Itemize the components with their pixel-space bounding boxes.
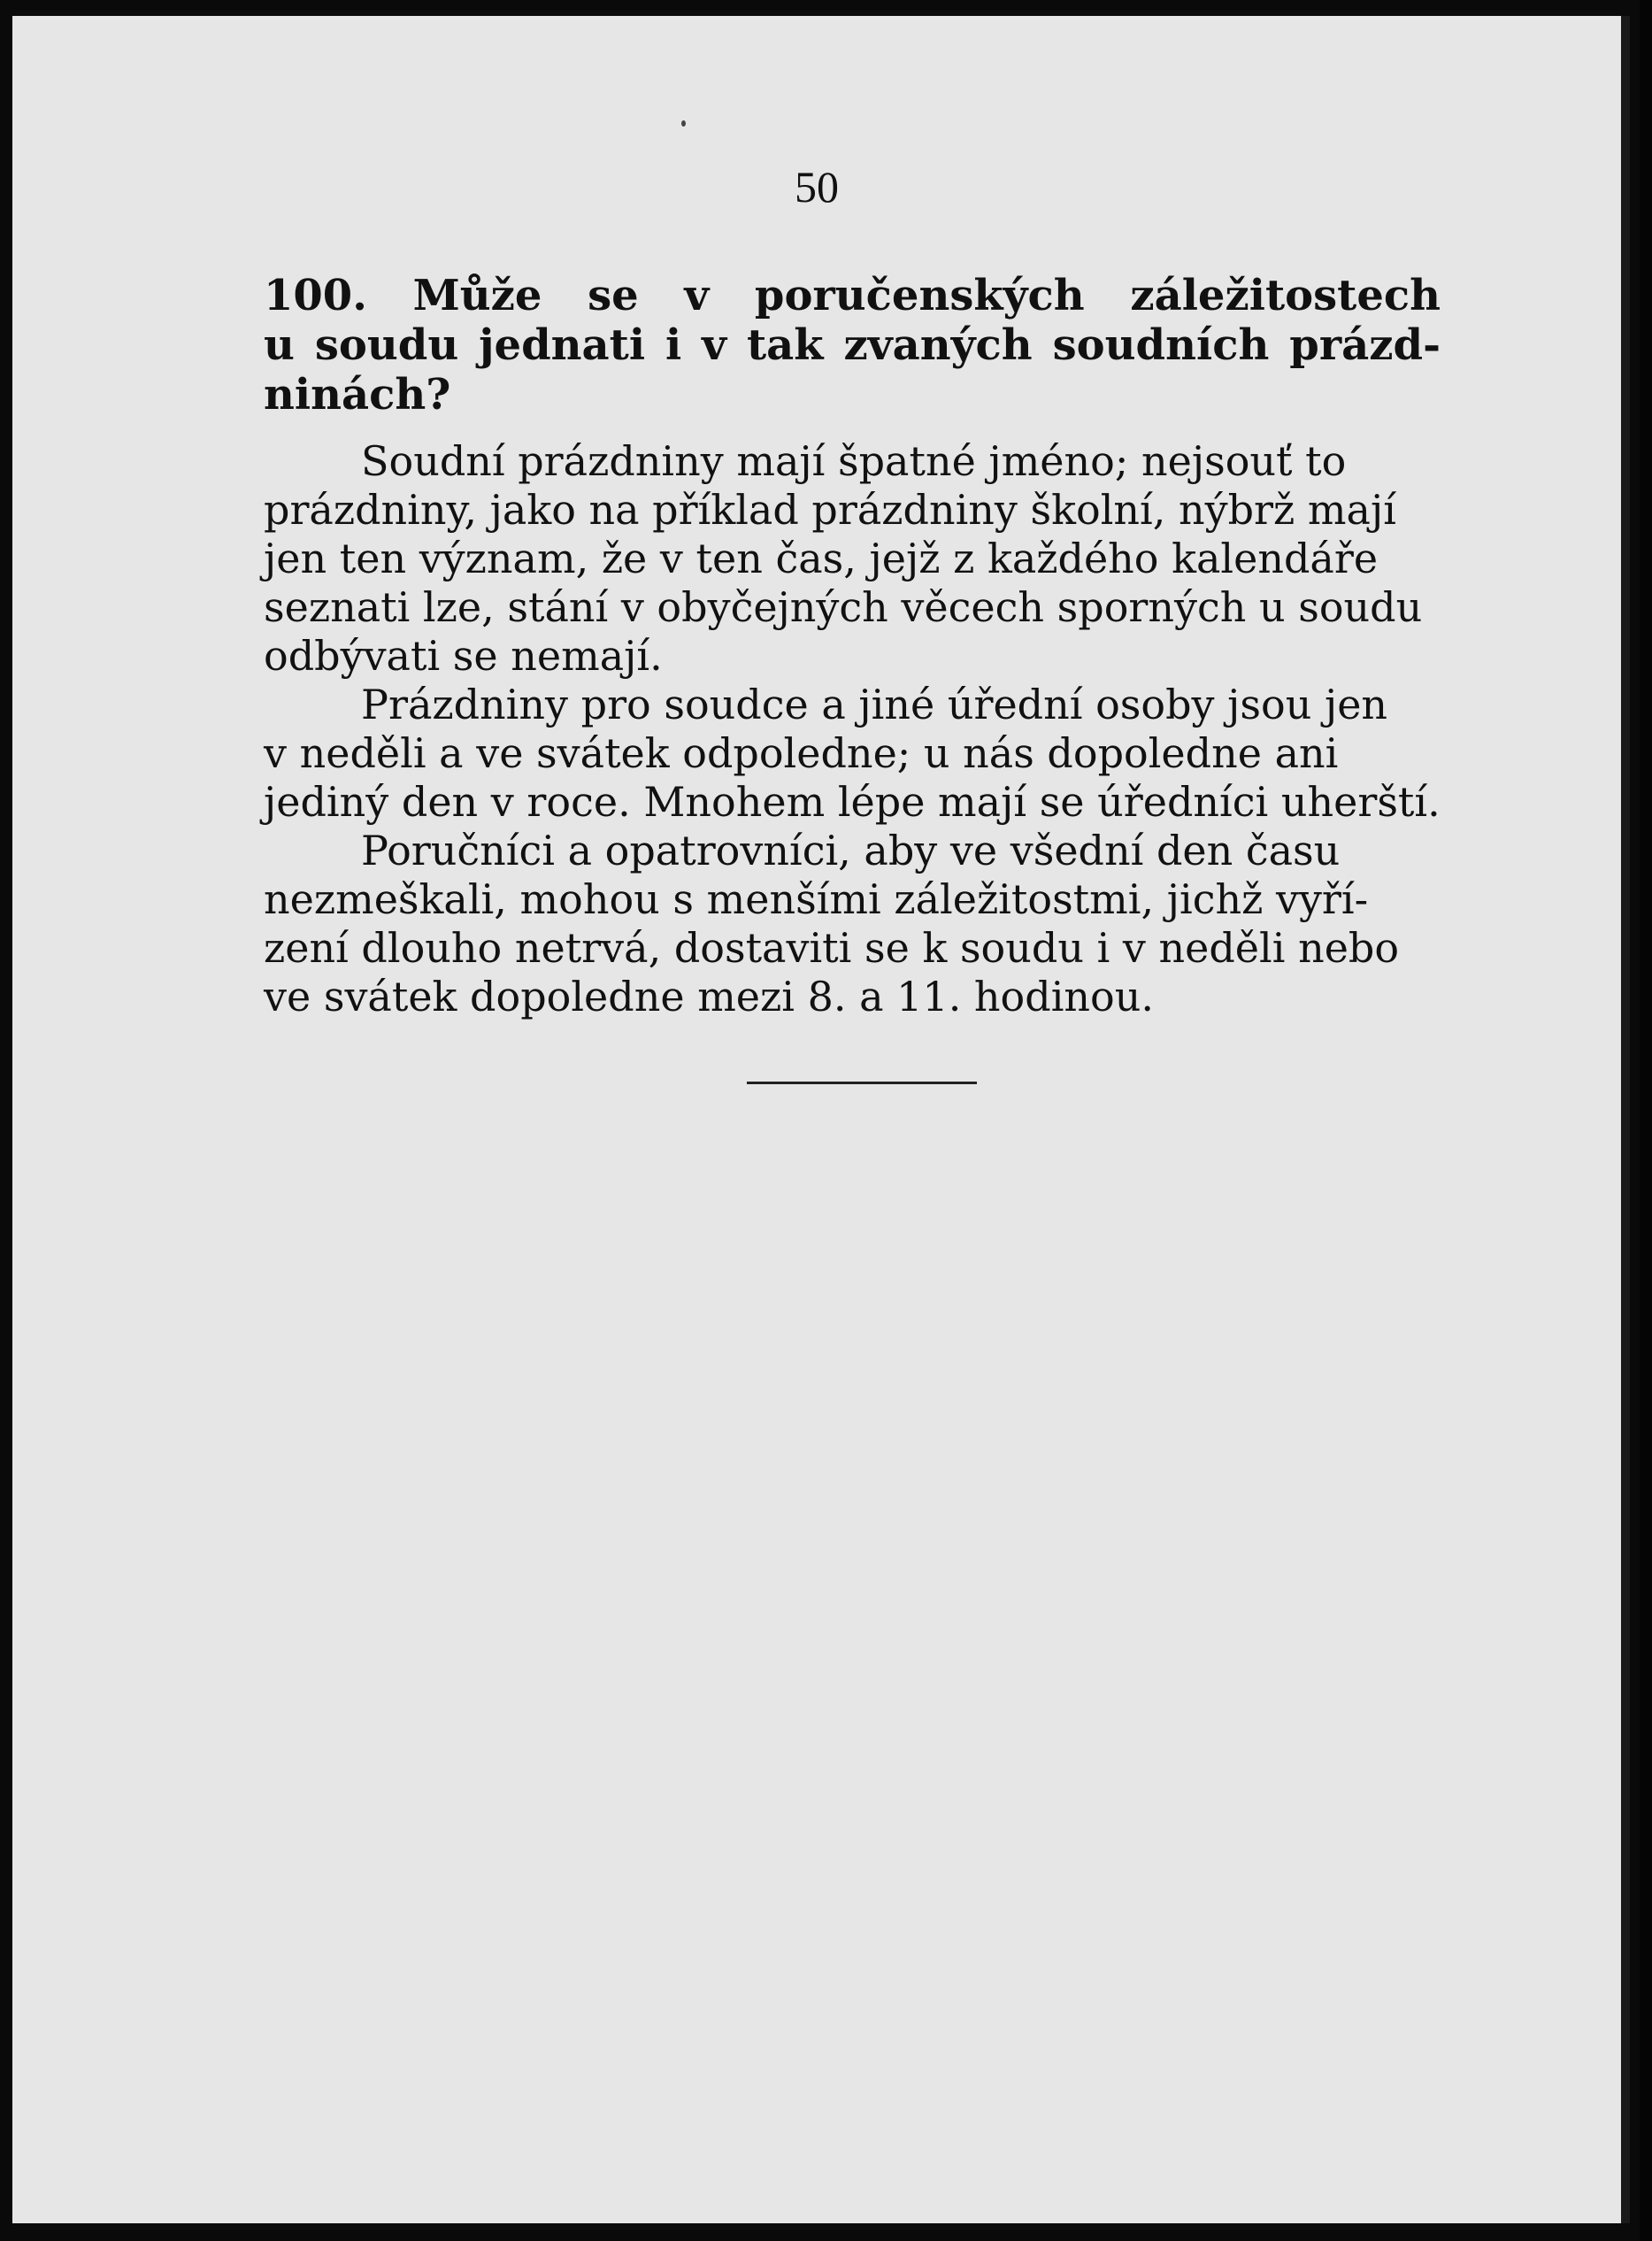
page-number: 50 <box>795 162 839 212</box>
body-line-1: Soudní prázdniny mají špatné jméno; nejsouť to <box>361 437 1347 485</box>
page-edge-shadow <box>1640 0 1652 2241</box>
body-line-12: ve svátek dopoledne mezi 8. a 11. hodinou. <box>264 973 1154 1020</box>
question-line-3: ninách? <box>264 370 451 420</box>
body-line-6: Prázdniny pro soudce a jiné úřední osoby jsou jen <box>361 681 1388 728</box>
book-page <box>12 16 1630 2223</box>
body-line-5: odbývati se nemají. <box>264 632 663 680</box>
question-heading <box>264 271 1441 420</box>
body-line-11: zení dlouho netrvá, dostaviti se k soudu i v neděli nebo <box>264 924 1400 972</box>
answer-text <box>264 437 1441 1021</box>
ink-speck <box>681 120 686 127</box>
body-line-2: prázdniny, jako na příklad prázdniny školní, nýbrž mají <box>264 486 1396 534</box>
body-line-3: jen ten význam, že v ten čas, jejž z každého kalendáře <box>264 535 1379 582</box>
question-line-2: u soudu jednati i v tak zvaných soudních prázd- <box>264 320 1441 370</box>
body-line-4: seznati lze, stání v obyčejných věcech sporných u soudu <box>264 583 1423 631</box>
body-line-8: jediný den v roce. Mnohem lépe mají se úředníci uherští. <box>264 778 1441 826</box>
body-line-10: nezmeškali, mohou s menšími záležitostmi, jichž vyří- <box>264 875 1369 923</box>
question-line-1: 100. Může se v poručenských záležitostech <box>264 271 1441 320</box>
body-line-9: Poručníci a opatrovníci, aby ve všední den času <box>361 827 1341 874</box>
section-end-rule <box>747 1082 977 1084</box>
body-line-7: v neděli a ve svátek odpoledne; u nás dopoledne ani <box>264 729 1339 777</box>
